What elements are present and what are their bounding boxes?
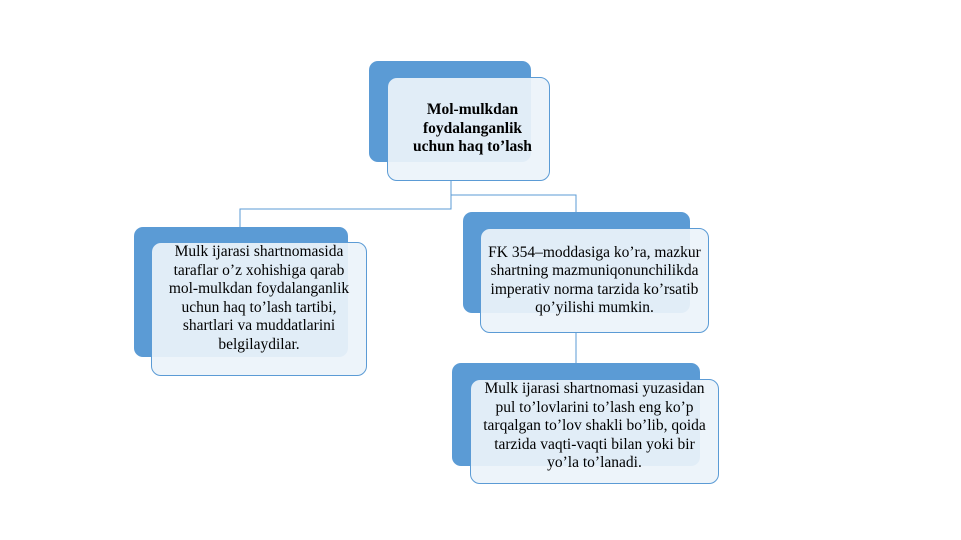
root-node (387, 77, 550, 181)
right-child-node-text: Mulk ijarasi shartnomasi yuzasidan pul to’lovlarini to’lash eng ko’p tarqalgan to’lov shakli bo’lib, qoida tarzida vaqti-vaqti bilan yoki bir yo’la to’lanadi. (483, 380, 706, 471)
connector-root-left (240, 181, 451, 228)
right-child-node (470, 379, 719, 484)
root-node-text: Mol-mulkdan foydalanganlik uchun haq to’lash (413, 101, 532, 156)
left-node (151, 242, 367, 376)
right-node-text: FK 354–moddasiga ko’ra, mazkur shartning mazmuniqonunchilikda imperativ norma tarzida ko’rsatib qo’yilishi mumkin. (488, 243, 701, 316)
left-node-text: Mulk ijarasi shartnomasida taraflar o’z xohishiga qarab mol-mulkdan foydalanganlik uchun haq to’lash tartibi, shartlari va muddatlarini belgilaydilar. (168, 243, 350, 353)
connector-root-right (451, 181, 576, 212)
right-node (480, 228, 709, 333)
